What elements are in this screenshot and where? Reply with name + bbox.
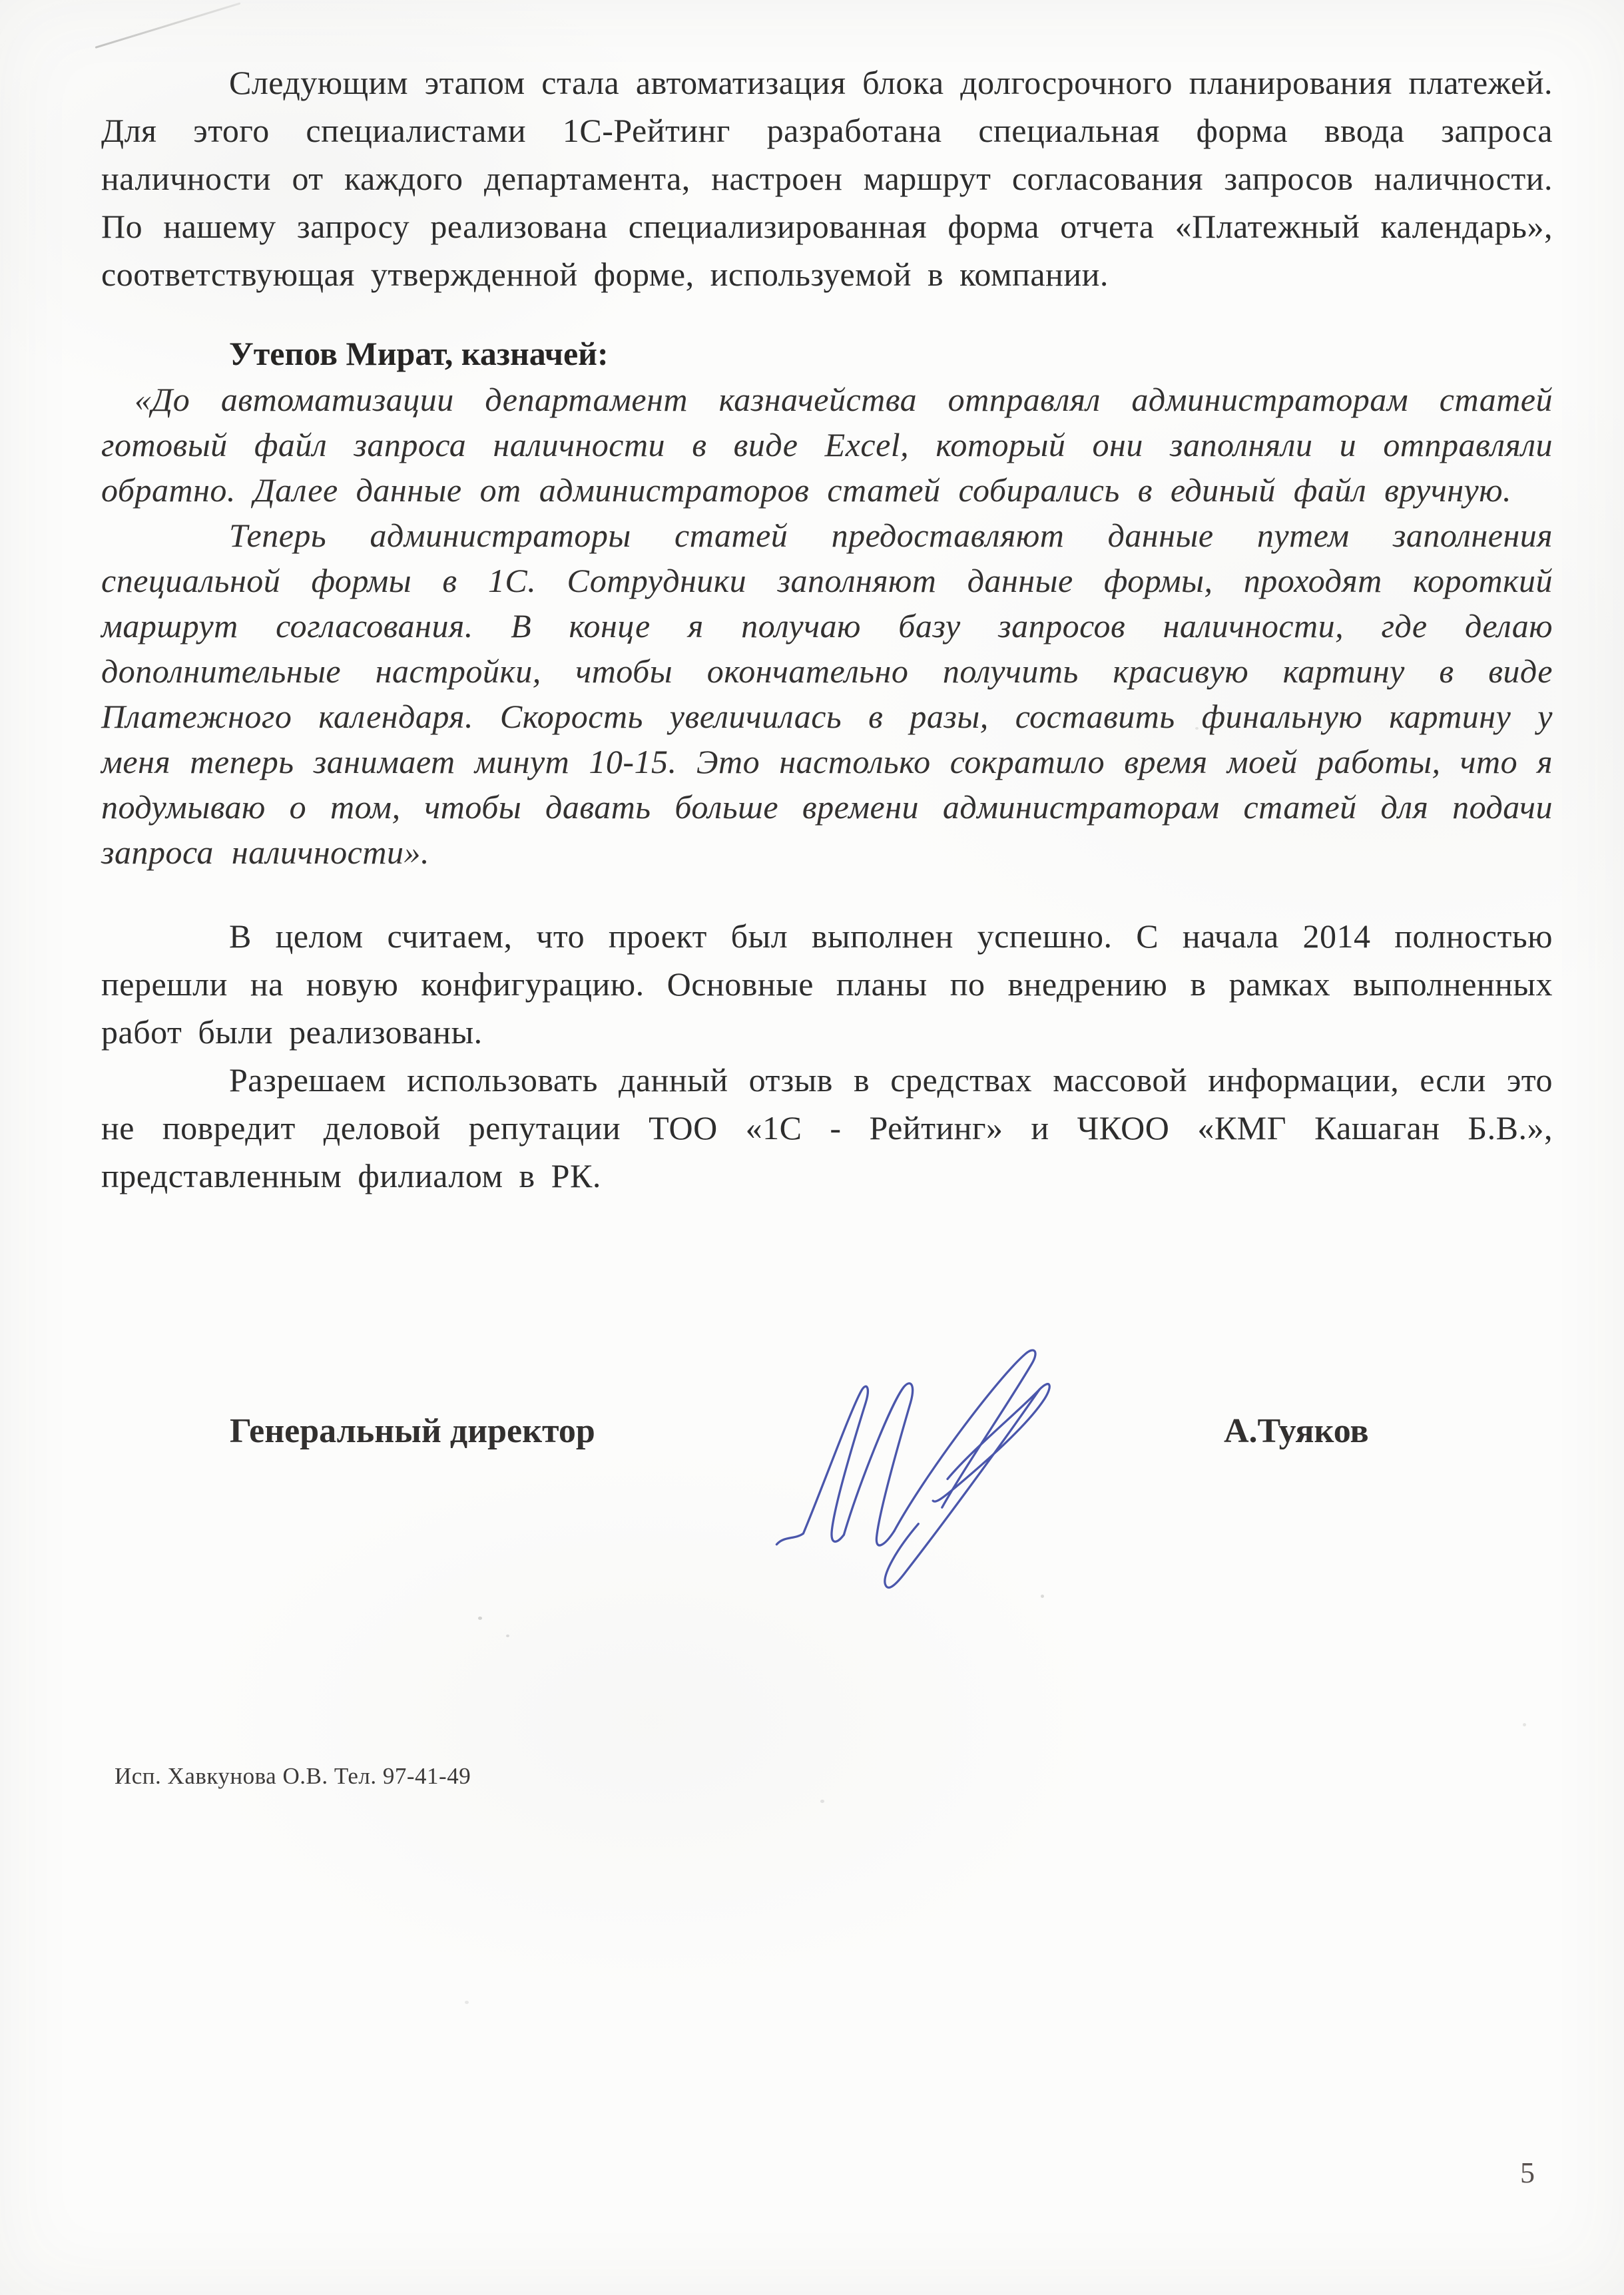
scan-speck	[506, 1635, 509, 1637]
quote-author-heading: Утепов Мират, казначей:	[229, 335, 609, 372]
scan-speck	[465, 2001, 469, 2004]
letter-body	[101, 59, 1553, 1200]
quote-paragraph-2: Теперь администраторы статей предоставляют данные путем заполнения специальной формы в 1С. Сотрудники заполняют данные формы, проходят короткий маршрут согласования. В конце я получаю базу запросов наличности, где делаю дополнительные настройки, чтобы окончательно получить красивую картину в виде Платежного календаря. Скорость увеличилась в разы, составить финальную картину у меня теперь занимает минут 10-15. Это настолько сократило время моей работы, что я подумываю о том, чтобы давать больше времени администраторам статей для подачи запроса наличности».	[101, 517, 1553, 871]
signatory-name: А.Туяков	[1224, 1412, 1369, 1450]
paragraph-conclusion: В целом считаем, что проект был выполнен успешно. С начала 2014 полностью перешли на новую конфигурацию. Основные планы по внедрению в рамках выполненных работ были реализованы.	[101, 917, 1553, 1051]
scan-speck	[1195, 727, 1199, 730]
executor-footer: Исп. Хавкунова О.В. Тел. 97-41-49	[115, 1763, 471, 1789]
paragraph-intro: Следующим этапом стала автоматизация блока долгосрочного планирования платежей. Для этого специалистами 1С-Рейтинг разработана специальная форма ввода запроса наличности от каждого департамента, настроен маршрут согласования запросов наличности. По нашему запросу реализована специализированная форма отчета «Платежный календарь», соответствующая утвержденной форме, используемой в компании.	[101, 64, 1553, 293]
scan-speck	[1041, 1595, 1044, 1598]
page-number: 5	[1520, 2157, 1535, 2189]
signatory-title: Генеральный директор	[230, 1412, 595, 1450]
paragraph-media-permission: Разрешаем использовать данный отзыв в средствах массовой информации, если это не повредит деловой репутации ТОО «1С - Рейтинг» и ЧКОО «КМГ Кашаган Б.В.», представленным филиалом в РК.	[101, 1061, 1553, 1194]
quote-paragraph-1: «До автоматизации департамент казначейства отправлял администраторам статей готовый файл запроса наличности в виде Excel, который они заполняли и отправляли обратно. Далее данные от администраторов статей собирались в единый файл вручную.	[101, 381, 1553, 509]
scan-speck	[1523, 1723, 1526, 1726]
scan-speck	[820, 1800, 824, 1803]
scan-speck	[478, 1617, 482, 1620]
scan-scratch-artifact	[95, 2, 241, 49]
handwritten-signature	[766, 1322, 1069, 1601]
